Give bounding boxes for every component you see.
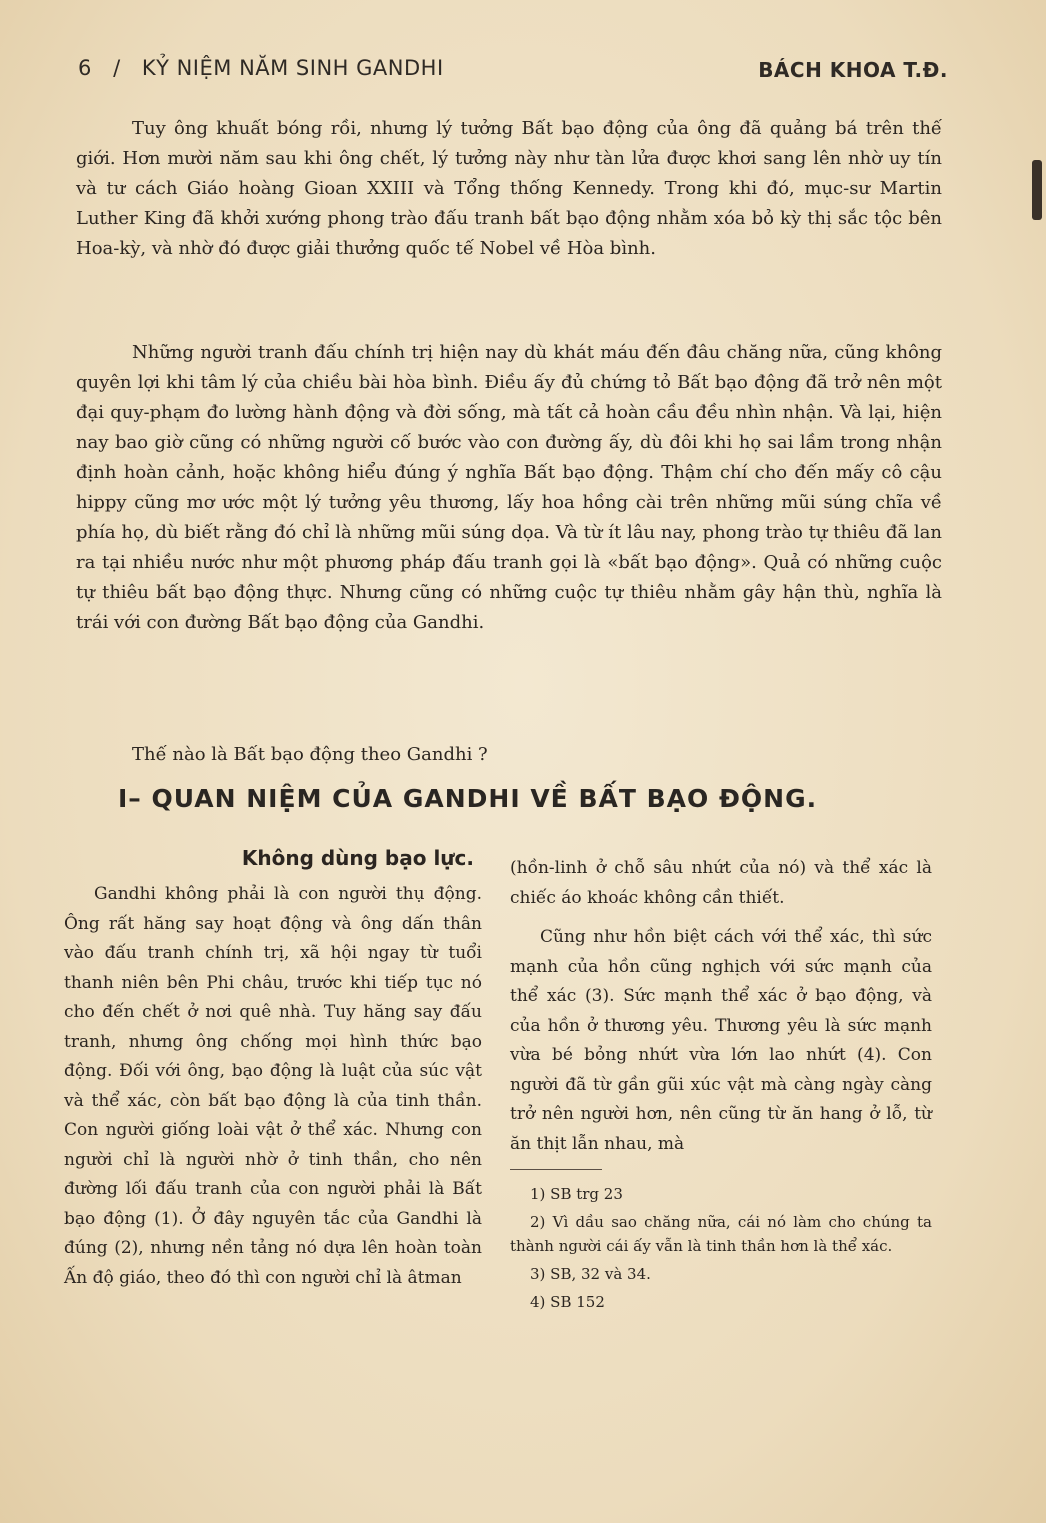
running-header: [78, 52, 948, 88]
right-column: [510, 854, 932, 1318]
footnote-4: 4) SB 152: [530, 1293, 605, 1311]
right-column-text: Cũng như hồn biệt cách với thể xác, thì sức mạnh của hồn cũng nghịch với sức mạnh của thể xác (3). Sức mạnh thể xác ở bạo động, và của hồn ở thương yêu. Thương yêu là sức mạnh vừa bé bỏng nhứt vừa lớn lao nhứt (4). Con người đã từ gần gũi xúc vật mà càng ngày càng trở nên người hơn, nên cũng từ ăn hang ở lỗ, từ ăn thịt lẫn nhau, mà: [510, 927, 932, 1154]
page-number: 6: [78, 56, 92, 80]
header-separator: /: [113, 56, 121, 80]
footnote-divider: [510, 1169, 602, 1170]
subheading: Không dùng bạo lực.: [241, 846, 474, 870]
publication-name: BÁCH KHOA T.Đ.: [758, 58, 948, 82]
paragraph-question: Thế nào là Bất bạo động theo Gandhi ?: [132, 744, 488, 765]
footnotes: [510, 1182, 932, 1314]
paragraph-2: Những người tranh đấu chính trị hiện nay dù khát máu đến đâu chăng nữa, cũng không quyên lợi khi tâm lý của chiều bài hòa bình. Điều ấy đủ chứng tỏ Bất bạo động đã trở nên một đại quy-phạm đo lường hành động và đời sống, mà tất cả hoàn cầu đều nhìn nhận. Và lại, hiện nay bao giờ cũng có những người cố bước vào con đường ấy, dù đôi khi họ sai lầm trong nhận định hoàn cảnh, hoặc không hiểu đúng ý nghĩa Bất bạo động. Thậm chí cho đến mấy cô cậu hippy cũng mơ ước một lý tưởng yêu thương, lấy hoa hồng cài trên những mũi súng chĩa về phía họ, dù biết rằng đó chỉ là những mũi súng dọa. Và từ ít lâu nay, phong trào tự thiêu đã lan ra tại nhiều nước như một phương pháp đấu tranh gọi là «bất bạo động». Quả có những cuộc tự thiêu bất bạo động thực. Nhưng cũng có những cuộc tự thiêu nhằm gây hận thù, nghĩa là trái với con đường Bất bạo động của Gandhi.: [76, 342, 942, 633]
left-column-text: Gandhi không phải là con người thụ động. Ông rất hăng say hoạt động và ông dấn thân vào đấu tranh chính trị, xã hội ngay từ tuổi thanh niên bên Phi châu, trước khi tiếp tục nó cho đến chết ở nơi quê nhà. Tuy hăng say đấu tranh, nhưng ông chống mọi hình thức bạo động. Đối với ông, bạo động là luật của súc vật và thể xác, còn bất bạo động là của tinh thần. Con người giống loài vật ở thể xác. Nhưng con người chỉ là người nhờ ở tinh thần, cho nên đường lối đấu tranh của con người phải là Bất bạo động (1). Ở đây nguyên tắc của Gandhi là đúng (2), nhưng nền tảng nó dựa lên hoàn toàn Ấn độ giáo, theo đó thì con người chỉ là âtman: [64, 884, 482, 1288]
left-column: [64, 846, 482, 1293]
footnote-2: 2) Vì dầu sao chăng nữa, cái nó làm cho chúng ta thành người cái ấy vẫn là tinh thần hơn là thể xác.: [510, 1213, 932, 1255]
section-title: I– QUAN NIỆM CỦA GANDHI VỀ BẤT BẠO ĐỘNG.: [118, 784, 818, 813]
right-column-continuation: (hồn-linh ở chỗ sâu nhứt của nó) và thể xác là chiếc áo khoác không cần thiết.: [510, 858, 932, 908]
footnote-1: 1) SB trg 23: [530, 1185, 623, 1203]
binding-mark-icon: [1032, 160, 1042, 220]
footnote-3: 3) SB, 32 và 34.: [530, 1265, 651, 1283]
running-title: KỶ NIỆM NĂM SINH GANDHI: [141, 56, 444, 80]
paragraph-1: Tuy ông khuất bóng rồi, nhưng lý tưởng Bất bạo động của ông đã quảng bá trên thế giới. Hơn mười năm sau khi ông chết, lý tưởng này như tàn lửa được khơi sang lên nhờ uy tín và tư cách Giáo hoàng Gioan XXIII và Tổng thống Kennedy. Trong khi đó, mục-sư Martin Luther King đã khởi xướng phong trào đấu tranh bất bạo động nhằm xóa bỏ kỳ thị sắc tộc bên Hoa-kỳ, và nhờ đó được giải thưởng quốc tế Nobel về Hòa bình.: [76, 118, 942, 259]
header-left: [78, 56, 458, 80]
